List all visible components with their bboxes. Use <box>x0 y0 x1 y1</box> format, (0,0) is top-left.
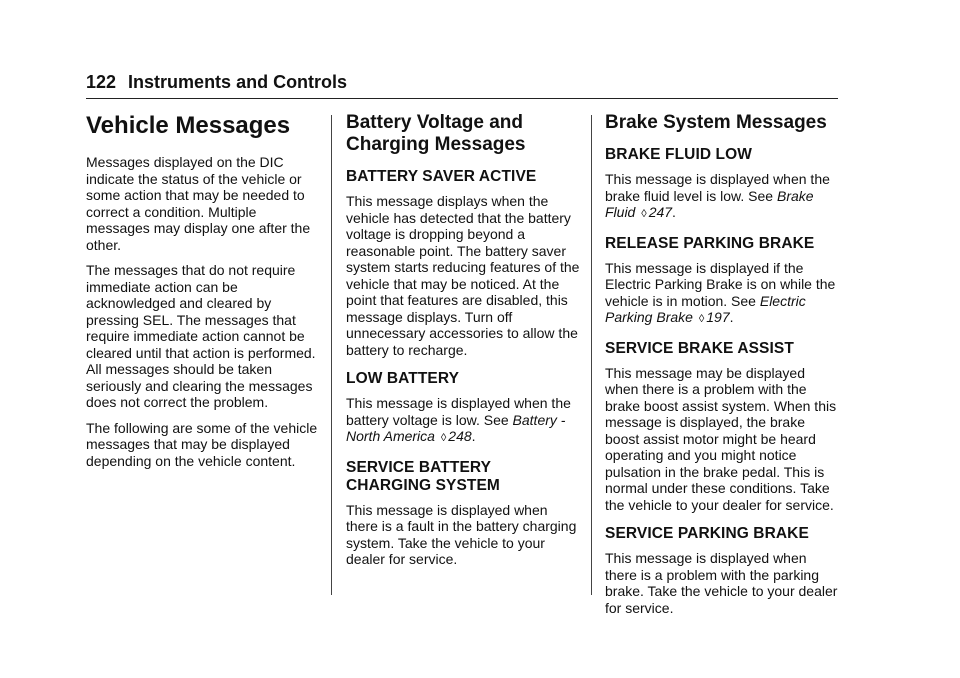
acknowledge-paragraph: The messages that do not require immediate action can be acknowledged and cleared by pressing SEL. The messages that require immediate action cannot be cleared until that action is performed. All messages should be taken seriously and clearing the messages does not correct the problem. <box>86 262 316 410</box>
battery-reference-page: 248 <box>448 428 472 444</box>
battery-section-title: Battery Voltage and Charging Messages <box>346 112 526 155</box>
sentence-end: . <box>471 428 476 444</box>
column-battery-messages <box>346 112 580 577</box>
service-brake-assist-heading: SERVICE BRAKE ASSIST <box>605 339 794 357</box>
battery-saver-heading: BATTERY SAVER ACTIVE <box>346 168 537 185</box>
release-parking-brake-body: This message is displayed if the Electric Parking Brake is on while the vehicle is in motion. See <box>605 259 836 309</box>
service-battery-heading: SERVICE BATTERY CHARGING SYSTEM <box>346 458 500 494</box>
low-battery-heading: LOW BATTERY <box>346 370 460 387</box>
column-divider <box>591 115 592 595</box>
page-arrow-icon: ◊ <box>641 208 647 220</box>
brake-fluid-reference-title: Brake Fluid <box>605 187 814 220</box>
following-paragraph: The following are some of the vehicle messages that may be displayed depending on the vehicle content. <box>86 419 318 469</box>
vehicle-messages-title: Vehicle Messages <box>86 112 291 139</box>
low-battery-body: This message is displayed when the battery voltage is low. See <box>346 395 571 428</box>
battery-reference-title: Battery - North America <box>346 411 566 444</box>
service-parking-brake-heading: SERVICE PARKING BRAKE <box>605 525 809 542</box>
release-parking-brake-text <box>605 260 839 328</box>
service-battery-text: This message is displayed when there is a fault in the battery charging system. Take the vehicle to your dealer for service. <box>346 501 577 567</box>
low-battery-text <box>346 395 580 447</box>
brake-section-title: Brake System Messages <box>605 112 827 133</box>
brake-fluid-text <box>605 171 839 223</box>
page-number: 122 <box>86 72 117 92</box>
parking-brake-reference-title: Electric Parking Brake <box>605 292 806 325</box>
release-parking-brake-heading: RELEASE PARKING BRAKE <box>605 234 815 252</box>
sentence-end: . <box>672 204 676 220</box>
column-vehicle-messages <box>86 112 320 478</box>
section-title: Instruments and Controls <box>128 72 348 92</box>
page-arrow-icon: ◊ <box>440 432 447 444</box>
sentence-end: . <box>729 309 734 325</box>
intro-paragraph: Messages displayed on the DIC indicate the status of the vehicle or some action that may be needed to correct a condition. Multiple messages may display one after the other. <box>86 154 311 253</box>
page-arrow-icon: ◊ <box>698 313 705 325</box>
column-divider <box>331 115 332 595</box>
brake-fluid-reference-page: 247 <box>648 204 673 220</box>
page-header <box>86 70 838 99</box>
parking-brake-reference-page: 197 <box>706 309 730 325</box>
service-parking-brake-text: This message is displayed when there is a problem with the parking brake. Take the vehicle to your dealer for service. <box>605 550 838 616</box>
brake-fluid-body: This message is displayed when the brake fluid level is low. See <box>605 171 830 204</box>
battery-saver-text: This message displays when the vehicle has detected that the battery voltage is dropping beyond a reasonable point. The battery saver system starts reducing features of the vehicle that may be noticed. At the point that features are disabled, this message displays. Turn off unnecessary accessories to allow the battery to recharge. <box>346 193 580 358</box>
service-brake-assist-text: This message may be displayed when there is a problem with the brake boost assist system. When this message is displayed, the brake boost assist motor might be heard operating and you might notice pulsation in the brake pedal. This is normal under these conditions. Take the vehicle to your dealer for service. <box>605 364 837 513</box>
column-brake-messages <box>605 112 839 625</box>
brake-fluid-heading: BRAKE FLUID LOW <box>605 146 753 163</box>
